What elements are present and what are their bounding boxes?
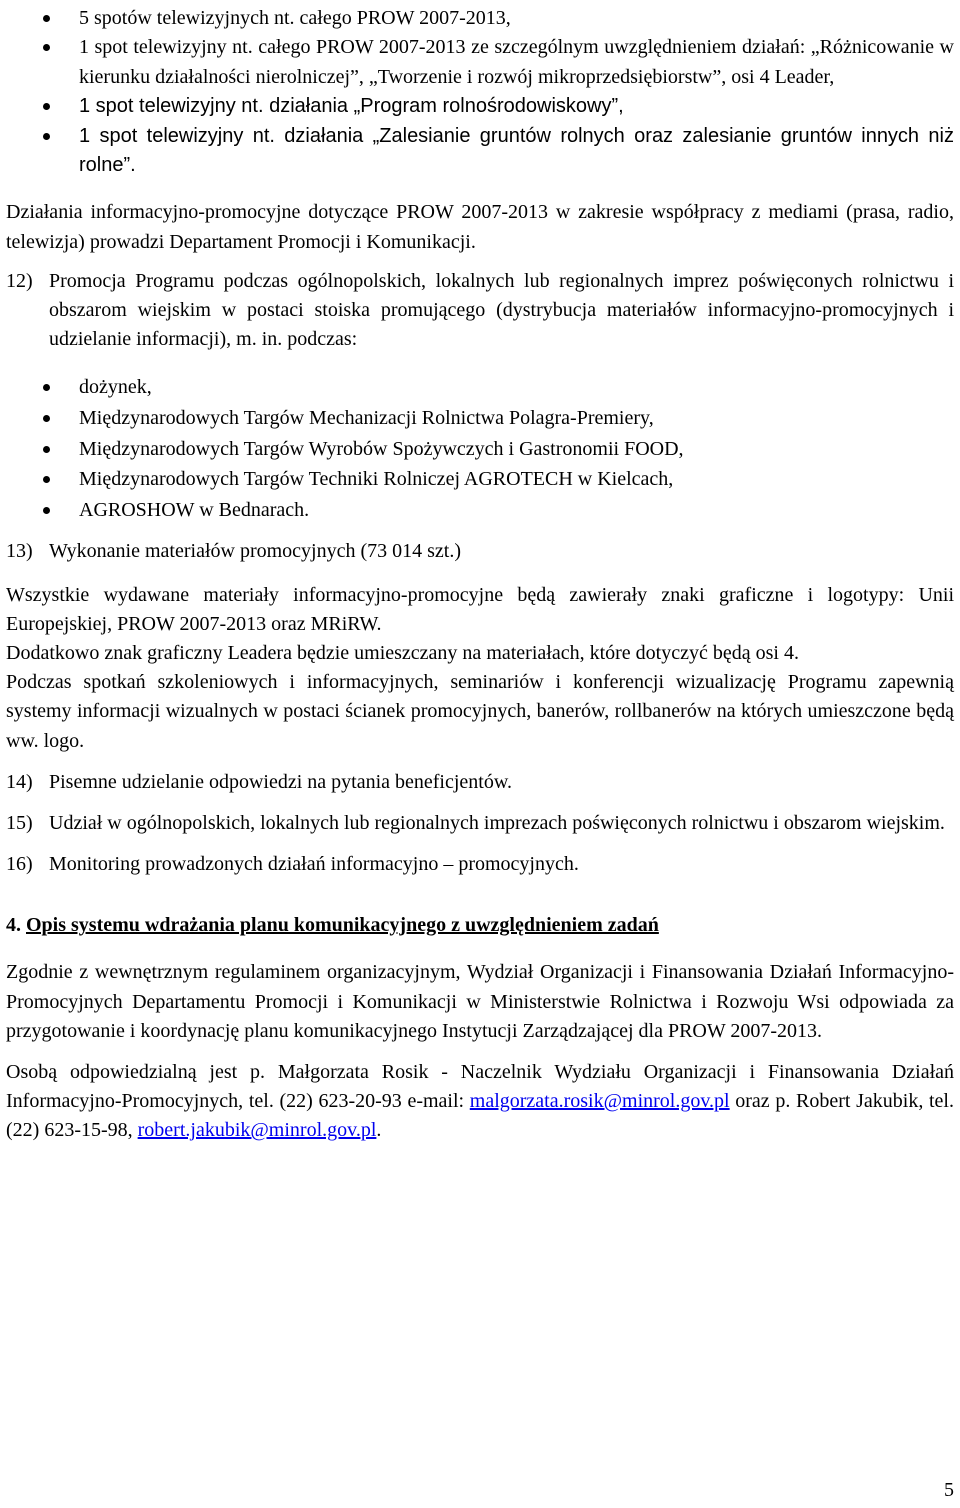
item-15 <box>6 809 954 838</box>
item-text: Wykonanie materiałów promocyjnych (73 014 szt.) <box>49 540 462 563</box>
list-item: 1 spot telewizyjny nt. działania „Zalesianie gruntów rolnych oraz zalesianie gruntów innych niż rolne”. <box>6 122 954 181</box>
item-14 <box>6 768 954 797</box>
section-title: Opis systemu wdrażania planu komunikacyjnego z uwzględnieniem zadań <box>26 914 659 937</box>
section-heading <box>6 911 954 940</box>
contact-text: . <box>376 1119 382 1142</box>
page-number: 5 <box>944 1479 954 1501</box>
item-12 <box>6 267 954 355</box>
media-paragraph: Działania informacyjno-promocyjne dotyczące PROW 2007-2013 w zakresie współpracy z mediami (prasa, radio, telewizja) prowadzi Departament Promocji i Komunikacji. <box>6 201 954 253</box>
list-item: 1 spot telewizyjny nt. działania „Program rolnośrodowiskowy”, <box>6 92 954 121</box>
tv-spots-list <box>6 4 954 180</box>
visualization-paragraph: Podczas spotkań szkoleniowych i informacyjnych, seminariów i konferencji wizualizację Programu zapewnią systemy informacji wizualnych w postaci ścianek promocyjnych, banerów, rollbanerów na których umieszczone będą ww. logo. <box>6 671 954 752</box>
list-item: Międzynarodowych Targów Techniki Rolniczej AGROTECH w Kielcach, <box>6 464 954 495</box>
item-number: 15) <box>6 812 33 835</box>
item-16 <box>6 850 954 879</box>
list-item: AGROSHOW w Bednarach. <box>6 495 954 526</box>
section-number: 4. <box>6 914 26 937</box>
contact-text: Osobą odpowiedzialną jest p. Małgorzata Rosik - Naczelnik Wydziału Organizacji i Finansowania Działań Informacyjno-Promocyjnych, tel. (22) 623-20-93 e-mail: <box>6 1061 954 1113</box>
item-number: 14) <box>6 770 33 793</box>
list-item: Międzynarodowych Targów Mechanizacji Rolnictwa Polagra-Premiery, <box>6 403 954 434</box>
list-item: dożynek, <box>6 372 954 403</box>
list-item: 1 spot telewizyjny nt. całego PROW 2007-2013 ze szczególnym uwzględnieniem działań: „Różnicowanie w kierunku działalności nierolniczej”, „Tworzenie i rozwój mikroprzedsiębiorstw”, osi 4 Leader, <box>6 33 954 92</box>
item-number: 12) <box>6 269 33 292</box>
item-text: Udział w ogólnopolskich, lokalnych lub regionalnych imprezach poświęconych rolnictwu i obszarom wiejskim. <box>49 812 945 835</box>
item-text: Monitoring prowadzonych działań informacyjno – promocyjnych. <box>49 853 579 876</box>
email-link-rosik[interactable]: malgorzata.rosik@minrol.gov.pl <box>469 1090 730 1113</box>
section-paragraph: Zgodnie z wewnętrznym regulaminem organizacyjnym, Wydział Organizacji i Finansowania Działań Informacyjno-Promocyjnych Departamentu Promocji i Komunikacji w Ministerstwie Rolnictwa i Rozwoju Wsi odpowiada za przygotowanie i koordynację planu komunikacyjnego Instytucji Zarządzającej dla PROW 2007-2013. <box>6 961 954 1042</box>
list-item: Międzynarodowych Targów Wyrobów Spożywczych i Gastronomii FOOD, <box>6 434 954 465</box>
logos-paragraph: Wszystkie wydawane materiały informacyjno-promocyjne będą zawierały znaki graficzne i logotypy: Unii Europejskiej, PROW 2007-2013 oraz MRiRW. <box>6 583 954 635</box>
item-number: 16) <box>6 853 33 876</box>
contact-paragraph <box>6 1058 954 1146</box>
item-text: Pisemne udzielanie odpowiedzi na pytania beneficjentów. <box>49 770 512 793</box>
email-link-jakubik[interactable]: robert.jakubik@minrol.gov.pl <box>137 1119 377 1142</box>
item-13 <box>6 537 954 566</box>
leader-paragraph: Dodatkowo znak graficzny Leadera będzie umieszczany na materiałach, które dotyczyć będą osi 4. <box>6 642 799 665</box>
list-item: 5 spotów telewizyjnych nt. całego PROW 2007-2013, <box>6 4 954 33</box>
item-number: 13) <box>6 540 33 563</box>
item-text: Promocja Programu podczas ogólnopolskich, lokalnych lub regionalnych imprez poświęconych rolnictwu i obszarom wiejskim w postaci stoiska promującego (dystrybucja materiałów informacyjno-promocyjnych i udzielanie informacji), m. in. podczas: <box>49 269 954 351</box>
events-list <box>6 372 954 525</box>
contact-text: oraz p. Robert Jakubik, tel. (22) 623-15-98, <box>6 1090 954 1142</box>
